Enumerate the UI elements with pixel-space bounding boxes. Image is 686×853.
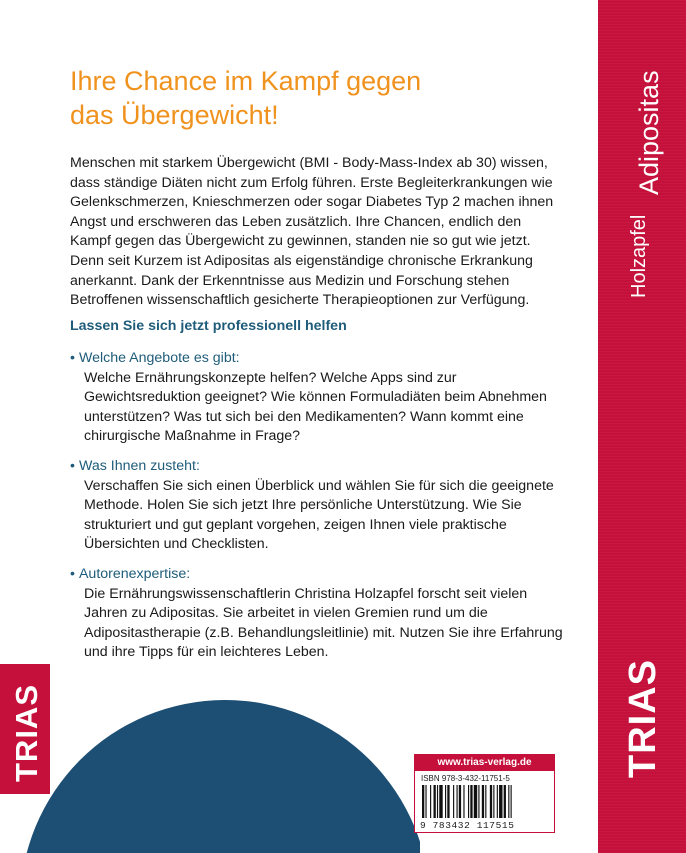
barcode-bar xyxy=(470,785,472,818)
barcode-bar xyxy=(499,785,502,818)
navy-circle-shape xyxy=(20,700,420,853)
barcode-bar xyxy=(457,785,458,818)
barcode-box xyxy=(414,754,555,833)
section-subhead: Lassen Sie sich jetzt professionell helfen xyxy=(70,318,347,334)
barcode-bar xyxy=(463,785,464,818)
barcode-bar xyxy=(425,785,426,818)
barcode-bar xyxy=(482,785,484,818)
feature-item xyxy=(70,565,565,663)
feature-title xyxy=(70,349,565,369)
barcode-bar xyxy=(439,785,442,818)
feature-body: Die Ernährungswissenschaftlerin Christina Holzapfel forscht seit vielen Jahren zu Adipositas. Sie arbeitet in vielen Gremien rund um die Adipositastherapie (z.B. Behandlungsleitlinie) mit. Nutzen Sie ihre Erfahrung und ihre Tipps für ein leichteres Leben. xyxy=(84,585,563,661)
barcode-bar xyxy=(430,785,431,818)
barcode-bar xyxy=(485,785,486,818)
barcode-bar xyxy=(474,785,477,818)
headline xyxy=(70,64,550,132)
barcode-bar xyxy=(478,785,479,818)
feature-title-text: Autorenexpertise: xyxy=(78,565,191,582)
barcode-bar xyxy=(422,785,424,818)
intro-paragraph: Menschen mit starkem Übergewicht (BMI - Body-Mass-Index ab 30) wissen, dass ständige Diäten nicht zum Erfolg führen. Erste Begleiterkrankungen wie Gelenkschmerzen, Knieschmerzen oder sogar Diabetes Typ 2 machen ihnen Angst und erschweren das Leben zusätzlich. Ihre Chancen, endlich den Kampf gegen das Übergewicht zu gewinnen, standen nie so gut wie jetzt. Denn seit Kurzem ist Adipositas als eigenständige chronische Erkrankung anerkannt. Dank der Erkenntnisse aus Medizin und Forschung stehen Betroffenen wissenschaftlich gesicherte Therapieoptionen zur Verfügung. xyxy=(70,155,554,309)
barcode-bar xyxy=(504,785,506,818)
bullet-icon: • xyxy=(70,565,75,582)
spine-publisher-logo: TRIAS xyxy=(622,659,664,778)
barcode-bar xyxy=(445,785,446,818)
barcode-bar xyxy=(447,785,449,818)
bullet-icon: • xyxy=(70,350,75,366)
publisher-url: www.trias-verlag.de xyxy=(415,755,554,771)
headline-line-2: das Übergewicht! xyxy=(70,100,279,130)
feature-item xyxy=(70,349,565,447)
feature-title xyxy=(70,457,565,477)
isbn-label: ISBN 978-3-432-11751-5 xyxy=(421,774,510,783)
feature-title-text: Welche Angebote es gibt: xyxy=(78,350,240,366)
barcode-bar xyxy=(468,785,469,818)
barcode-bar xyxy=(490,785,492,818)
left-publisher-logo: TRIAS xyxy=(9,684,44,782)
barcode-bar xyxy=(459,785,461,818)
barcode-digits: 9 783432 117515 xyxy=(420,820,515,831)
feature-item xyxy=(70,457,565,555)
barcode-icon xyxy=(420,785,548,820)
decorative-shapes xyxy=(0,650,420,853)
spine-author: Holzapfel xyxy=(628,214,650,298)
barcode-bar xyxy=(437,785,438,818)
barcode-bar xyxy=(493,785,494,818)
feature-body: Verschaffen Sie sich einen Überblick und wählen Sie für sich die geeignete Methode. Holen Sie sich jetzt Ihre persönliche Unterstützung. Wie Sie strukturiert und gut geplant vorgehen, zeigen Ihnen viele praktische Übersichten und Checklisten. xyxy=(84,477,554,553)
spine-title: Adipositas xyxy=(634,70,664,195)
headline-line-1: Ihre Chance im Kampf gegen xyxy=(70,66,422,96)
barcode-bar xyxy=(453,785,454,818)
feature-title xyxy=(70,565,565,585)
feature-body: Welche Ernährungskonzepte helfen? Welche Apps sind zur Gewichtsreduktion geeignet? Wie können Formuladiäten beim Abnehmen unterstützen? Was tut sich bei den Medikamenten? Wann kommt eine chirurgische Maßnahme in Frage? xyxy=(84,369,547,445)
barcode-bar xyxy=(508,785,509,818)
bullet-icon: • xyxy=(70,457,75,474)
barcode-bar xyxy=(497,785,498,818)
barcode-bar xyxy=(434,785,436,818)
barcode-bar xyxy=(511,785,512,818)
feature-title-text: Was Ihnen zusteht: xyxy=(78,457,200,474)
feature-list xyxy=(70,349,565,673)
